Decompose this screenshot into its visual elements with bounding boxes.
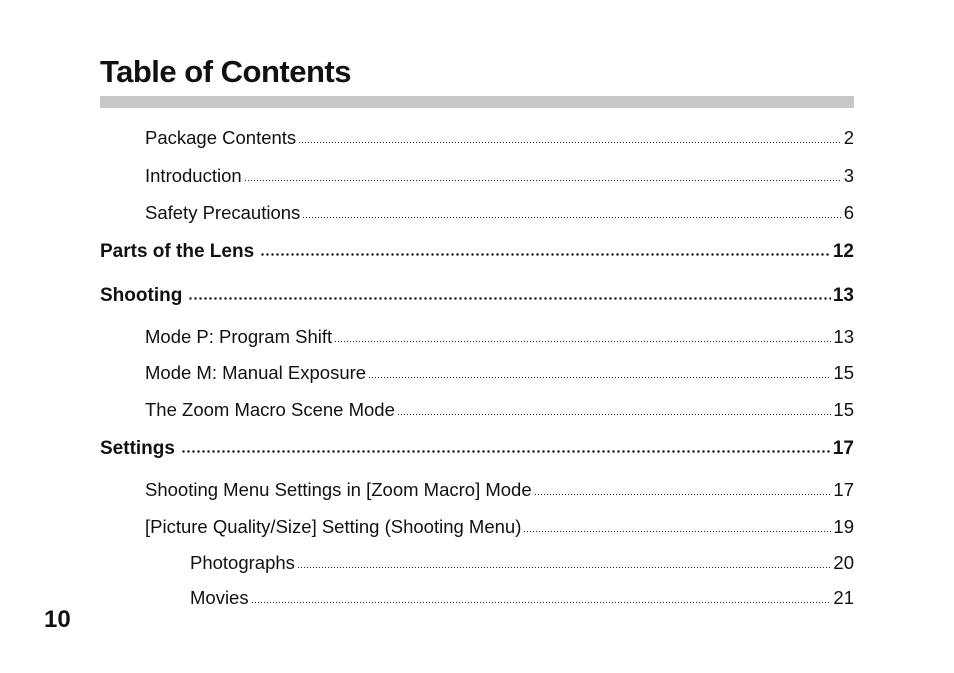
toc-entry-movies[interactable] bbox=[190, 586, 854, 610]
toc-entry-page: 17 bbox=[833, 479, 854, 500]
toc-entry-label: Package Contents bbox=[145, 127, 297, 148]
toc-entry-label: Parts of the Lens bbox=[100, 241, 255, 262]
toc-entry-label: Safety Precautions bbox=[145, 202, 301, 223]
dot-leader bbox=[368, 365, 831, 379]
toc-entry-photographs[interactable] bbox=[190, 551, 854, 575]
page-title: Table of Contents bbox=[100, 54, 351, 89]
toc-entry-label: Introduction bbox=[145, 165, 242, 186]
toc-entry-page: 21 bbox=[833, 587, 854, 608]
toc-entry-label: Settings bbox=[100, 438, 175, 459]
toc-entry-parts-of-the-lens[interactable] bbox=[100, 240, 854, 264]
page-number: 10 bbox=[44, 606, 71, 633]
dot-leader bbox=[260, 243, 831, 257]
dot-leader bbox=[534, 482, 832, 496]
toc-entry-label: [Picture Quality/Size] Setting (Shooting Menu) bbox=[145, 516, 522, 537]
toc-entry-label: Mode P: Program Shift bbox=[145, 326, 333, 347]
dot-leader bbox=[244, 168, 842, 182]
toc-entry-label: Photographs bbox=[190, 552, 295, 573]
toc-entry-shooting-menu-settings[interactable] bbox=[145, 478, 854, 502]
dot-leader bbox=[523, 519, 831, 533]
toc-entry-page: 19 bbox=[833, 516, 854, 537]
dot-leader bbox=[251, 590, 832, 604]
toc-entry-mode-m[interactable] bbox=[145, 361, 854, 385]
toc-entry-label: The Zoom Macro Scene Mode bbox=[145, 399, 395, 420]
dot-leader bbox=[298, 130, 842, 144]
toc-entry-label: Mode M: Manual Exposure bbox=[145, 362, 367, 383]
toc-entry-zoom-macro-scene-mode[interactable] bbox=[145, 398, 854, 422]
toc-entry-package-contents[interactable] bbox=[145, 126, 854, 150]
toc-entry-picture-quality-size[interactable] bbox=[145, 515, 854, 539]
toc-entry-page: 20 bbox=[833, 552, 854, 573]
toc-entry-label: Shooting bbox=[100, 285, 183, 306]
toc-entry-label: Shooting Menu Settings in [Zoom Macro] Mode bbox=[145, 479, 532, 500]
dot-leader bbox=[302, 205, 841, 219]
toc-entry-safety-precautions[interactable] bbox=[145, 201, 854, 225]
toc-entry-settings[interactable] bbox=[100, 437, 854, 461]
dot-leader bbox=[397, 402, 832, 416]
toc-entry-page: 3 bbox=[843, 165, 854, 186]
toc-entry-page: 2 bbox=[843, 127, 854, 148]
dot-leader bbox=[188, 287, 831, 301]
toc-entry-mode-p[interactable] bbox=[145, 325, 854, 349]
toc-entry-label: Movies bbox=[190, 587, 249, 608]
toc-entry-page: 15 bbox=[833, 399, 854, 420]
toc-entry-page: 12 bbox=[832, 241, 854, 262]
dot-leader bbox=[334, 329, 831, 343]
dot-leader bbox=[181, 440, 831, 454]
dot-leader bbox=[297, 555, 832, 569]
toc-entry-introduction[interactable] bbox=[145, 164, 854, 188]
toc-entry-page: 15 bbox=[833, 362, 854, 383]
toc-entry-page: 17 bbox=[832, 438, 854, 459]
toc-entry-shooting[interactable] bbox=[100, 284, 854, 308]
toc-entry-page: 13 bbox=[832, 285, 854, 306]
toc-entry-page: 13 bbox=[833, 326, 854, 347]
toc-entry-page: 6 bbox=[843, 202, 854, 223]
